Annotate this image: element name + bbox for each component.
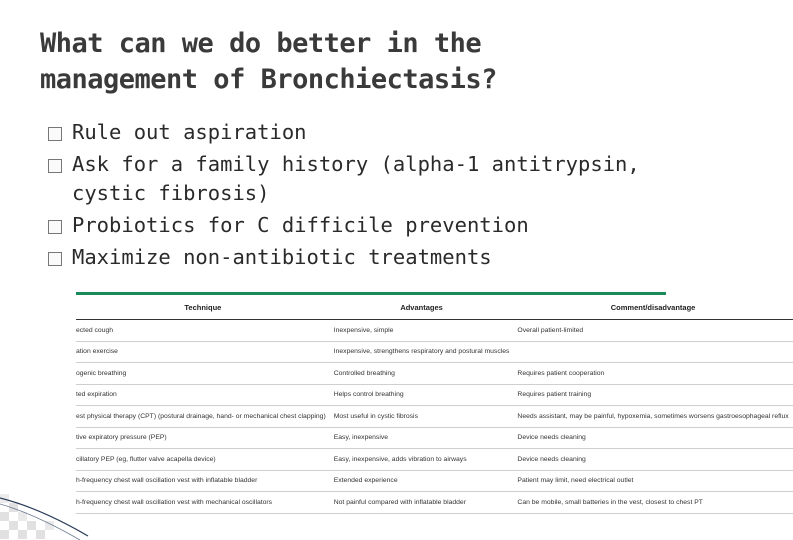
bullet-item [48, 118, 698, 147]
table-cell: est physical therapy (CPT) (postural drainage, hand- or mechanical chest clapping) [76, 406, 330, 428]
table-row [76, 384, 793, 406]
table-cell: Inexpensive, strengthens respiratory and postural muscles [330, 341, 514, 363]
slide-title [40, 26, 680, 98]
techniques-table-image [76, 292, 789, 506]
bullet-text: Ask for a family history (alpha-1 antitrypsin, cystic fibrosis) [72, 152, 640, 205]
table-cell: Overall patient-limited [513, 320, 792, 342]
slide-title-line-1: What can we do better in the [40, 28, 482, 59]
table-cell: Easy, inexpensive [330, 427, 514, 449]
table-cell: Can be mobile, small batteries in the vest, closest to chest PT [513, 492, 792, 514]
table-header-technique: Technique [76, 295, 330, 320]
bullet-box-icon [48, 159, 62, 173]
bullet-box-icon [48, 220, 62, 234]
bullet-box-icon [48, 127, 62, 141]
table-cell: Helps control breathing [330, 384, 514, 406]
table-header-row [76, 295, 793, 320]
table-row [76, 341, 793, 363]
table-cell: Patient may limit, need electrical outlet [513, 470, 792, 492]
table-row [76, 363, 793, 385]
table-cell: ected cough [76, 320, 330, 342]
bullet-box-icon [48, 252, 62, 266]
table-row [76, 406, 793, 428]
table-cell: tive expiratory pressure (PEP) [76, 427, 330, 449]
bullet-item [48, 211, 698, 240]
bullet-item [48, 243, 698, 272]
table-cell: ation exercise [76, 341, 330, 363]
techniques-table [76, 295, 793, 514]
table-cell: Device needs cleaning [513, 449, 792, 471]
table-cell: Device needs cleaning [513, 427, 792, 449]
bullet-item [48, 150, 698, 208]
bullet-text: Maximize non-antibiotic treatments [72, 245, 492, 269]
table-cell: Not painful compared with inflatable bladder [330, 492, 514, 514]
bullet-text: Probiotics for C difficile prevention [72, 213, 529, 237]
table-cell: Inexpensive, simple [330, 320, 514, 342]
corner-decoration [0, 450, 90, 540]
table-row [76, 470, 793, 492]
bullet-text: Rule out aspiration [72, 120, 307, 144]
table-header-advantages: Advantages [330, 295, 514, 320]
table-cell: Most useful in cystic fibrosis [330, 406, 514, 428]
table-header-comment: Comment/disadvantage [513, 295, 792, 320]
table-cell: h-frequency chest wall oscillation vest with mechanical oscillators [76, 492, 330, 514]
table-cell: ogenic breathing [76, 363, 330, 385]
table-cell: Controlled breathing [330, 363, 514, 385]
table-cell: Extended experience [330, 470, 514, 492]
bullet-list [48, 118, 698, 275]
table-cell: cillatory PEP (eg, flutter valve acapella device) [76, 449, 330, 471]
table-row [76, 449, 793, 471]
table-cell [513, 341, 792, 363]
table-row [76, 427, 793, 449]
table-cell: ted expiration [76, 384, 330, 406]
table-row [76, 320, 793, 342]
table-cell: h-frequency chest wall oscillation vest with inflatable bladder [76, 470, 330, 492]
table-cell: Needs assistant, may be painful, hypoxemia, sometimes worsens gastroesophageal reflux [513, 406, 792, 428]
table-cell: Requires patient cooperation [513, 363, 792, 385]
table-cell: Requires patient training [513, 384, 792, 406]
table-row [76, 492, 793, 514]
slide-title-line-2: management of Bronchiectasis? [40, 64, 497, 95]
table-cell: Easy, inexpensive, adds vibration to airways [330, 449, 514, 471]
